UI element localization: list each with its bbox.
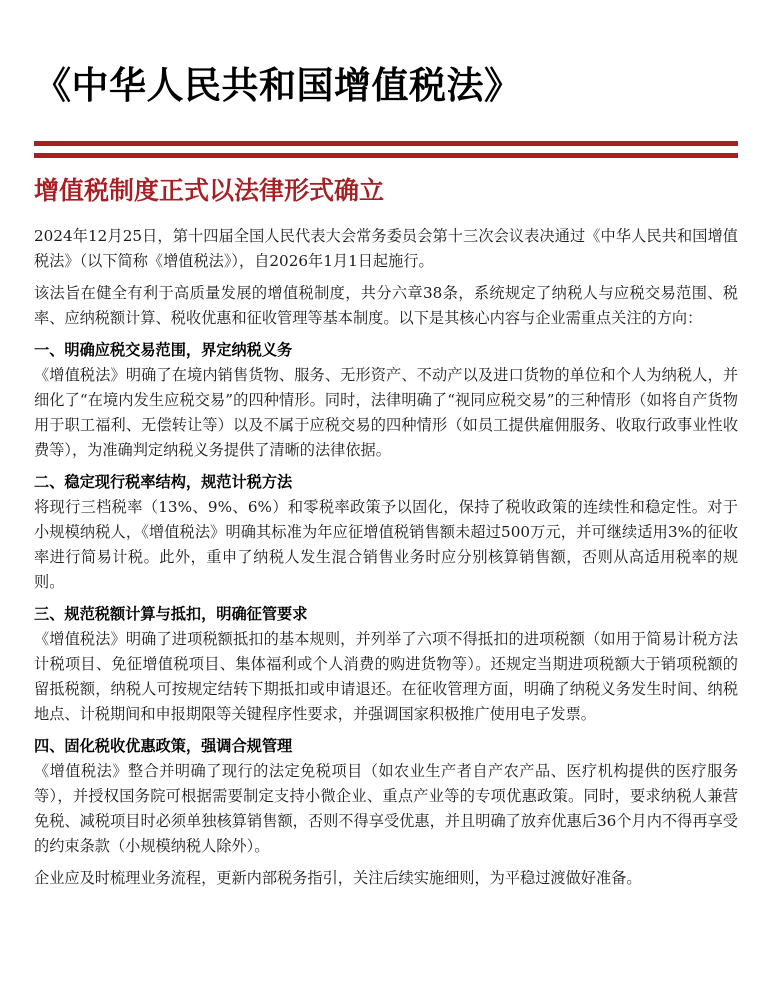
title-divider-bottom — [34, 153, 738, 158]
article-body — [34, 224, 738, 898]
overview-paragraph: 该法旨在健全有利于高质量发展的增值税制度，共分六章38条，系统规定了纳税人与应税交易范围、税率、应纳税额计算、税收优惠和征收管理等基本制度。以下是其核心内容与企业需重点关注的方向： — [34, 284, 738, 327]
section-body-3: 《增值税法》明确了进项税额抵扣的基本规则，并列举了六项不得抵扣的进项税额（如用于简易计税方法计税项目、免征增值税项目、集体福利或个人消费的购进货物等）。还规定当期进项税额大于销项税额的留抵税额，纳税人可按规定结转下期抵扣或申请退还。在征收管理方面，明确了纳税义务发生时间、纳税地点、计税期间和申报期限等关键程序性要求，并强调国家积极推广使用电子发票。 — [34, 630, 738, 723]
section-heading-3: 三、规范税额计算与抵扣，明确征管要求 — [34, 605, 308, 623]
section-heading-2: 二、稳定现行税率结构，规范计税方法 — [34, 473, 293, 491]
section-body-2: 将现行三档税率（13%、9%、6%）和零税率政策予以固化，保持了税收政策的连续性和稳定性。对于小规模纳税人，《增值税法》明确其标准为年应征增值税销售额未超过500万元，并可继续适用3%的征收率进行简易计税。此外，重申了纳税人发生混合销售业务时应分别核算销售额，否则从高适用税率的规则。 — [34, 498, 738, 591]
section-body-1: 《增值税法》明确了在境内销售货物、服务、无形资产、不动产以及进口货物的单位和个人为纳税人，并细化了“在境内发生应税交易”的四种情形。同时，法律明确了“视同应税交易”的三种情形（如将自产货物用于职工福利、无偿转让等）以及不属于应税交易的四种情形（如员工提供雇佣服务、收取行政事业性收费等），为准确判定纳税义务提供了清晰的法律依据。 — [34, 366, 738, 459]
intro-paragraph: 2024年12月25日，第十四届全国人民代表大会常务委员会第十三次会议表决通过《中华人民共和国增值税法》（以下简称《增值税法》），自2026年1月1日起施行。 — [34, 227, 738, 270]
section-body-4: 《增值税法》整合并明确了现行的法定免税项目（如农业生产者自产农产品、医疗机构提供的医疗服务等），并授权国务院可根据需要制定支持小微企业、重点产业等的专项优惠政策。同时，要求纳税人兼营免税、减税项目时必须单独核算销售额，否则不得享受优惠，并且明确了放弃优惠后36个月内不得再享受的约束条款（小规模纳税人除外）。 — [34, 762, 738, 855]
closing-paragraph: 企业应及时梳理业务流程，更新内部税务指引，关注后续实施细则，为平稳过渡做好准备。 — [34, 869, 642, 887]
section-heading-4: 四、固化税收优惠政策，强调合规管理 — [34, 737, 293, 755]
section-heading-1: 一、明确应税交易范围，界定纳税义务 — [34, 341, 293, 359]
section-headline: 增值税制度正式以法律形式确立 — [34, 176, 385, 205]
page-title: 《中华人民共和国增值税法》 — [34, 64, 522, 107]
title-divider-top — [34, 141, 738, 146]
